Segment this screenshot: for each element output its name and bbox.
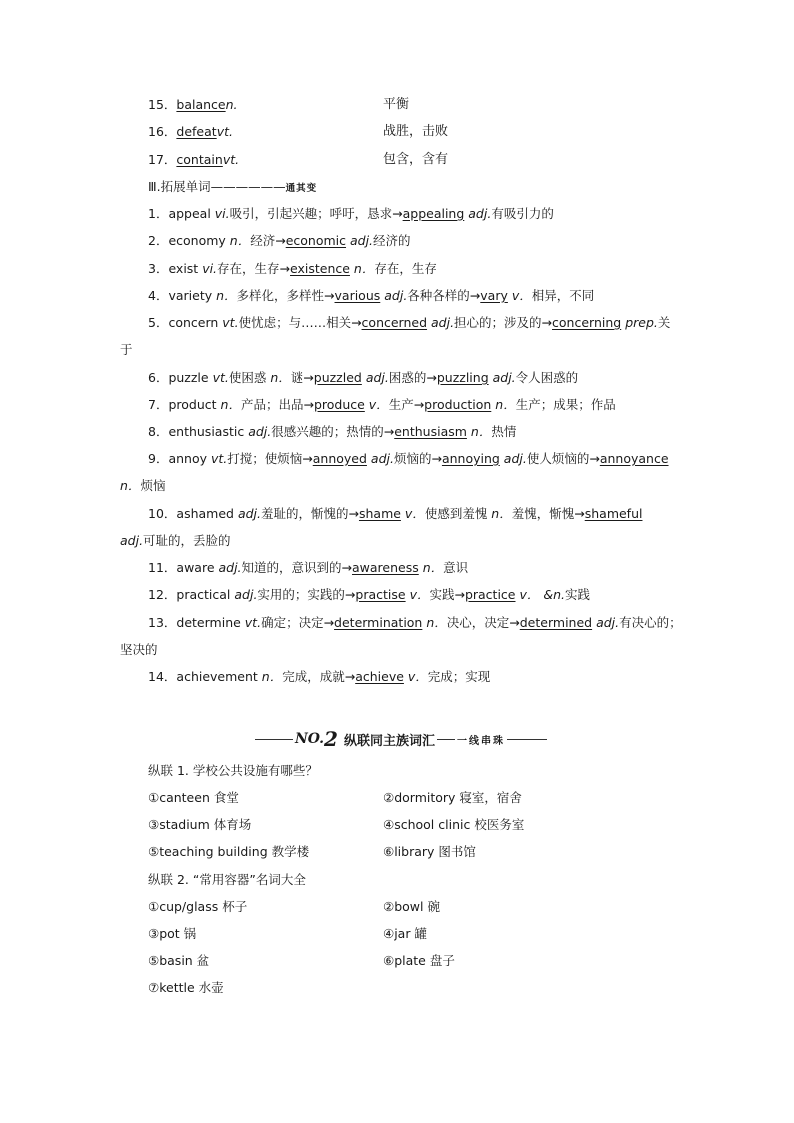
ext-entry-11	[148, 560, 468, 576]
entry-text-segment: prep.	[621, 315, 658, 330]
entry-text-segment: adj.	[488, 370, 516, 385]
ext-entry-8	[148, 424, 516, 440]
entry-text-segment: 经济的	[373, 233, 411, 248]
entry-text-segment: 有吸引力的	[491, 206, 554, 221]
entry-text-segment: n．	[418, 560, 444, 575]
entry-text-segment: shame	[358, 506, 401, 521]
entry-text-segment: 实用的；实践的→	[257, 587, 356, 602]
entry-number: 17．	[148, 152, 177, 167]
entry-text-segment: 使困惑	[228, 370, 271, 385]
entry-text-segment: 1．appeal	[148, 206, 215, 221]
entry-text-segment: existence	[290, 261, 350, 276]
group1-item: ①canteen 食堂	[148, 790, 239, 805]
entry-text-segment: practise	[355, 587, 406, 602]
entry-text-segment: v．	[403, 669, 428, 684]
entry-text-segment: 使忧虑；与……相关→	[238, 315, 362, 330]
entry-text-segment: v．	[364, 397, 389, 412]
entry-text-segment: 吸引，引起兴趣；呼吁，恳求→	[229, 206, 403, 221]
entry-word: contain	[176, 152, 223, 167]
ext-entry-7	[148, 397, 616, 413]
entry-text-segment: 经济→	[250, 233, 286, 248]
section-banner	[255, 728, 575, 750]
entry-text-segment: 有决心的；	[619, 615, 682, 630]
entry-text-segment: n．	[466, 424, 492, 439]
entry-text-segment: puzzling	[436, 370, 489, 385]
entry-text-segment: n．	[491, 506, 512, 521]
entry-text-segment: puzzled	[313, 370, 362, 385]
section-heading-dash: ——————	[210, 179, 286, 194]
section-heading-tag: 通其变	[285, 183, 318, 194]
ext-entry-14	[148, 669, 490, 685]
entry-text-segment: vt.	[210, 451, 228, 466]
entry-text-segment: awareness	[352, 560, 419, 575]
entry-text-segment: concerning	[552, 315, 622, 330]
entry-text-segment: 烦恼	[140, 478, 166, 493]
group1-item: ④school clinic 校医务室	[383, 817, 525, 832]
entry-text-segment: adj.	[234, 587, 258, 602]
entry-text-segment: v．	[515, 587, 540, 602]
entry-pos: vt.	[222, 152, 240, 167]
entry-text-segment: 使人烦恼的→	[526, 451, 600, 466]
banner-no: NO.	[295, 731, 325, 747]
entry-text-segment: adj.	[237, 506, 261, 521]
entry-text-segment: determination	[334, 615, 423, 630]
entry-text-segment: n．	[270, 370, 291, 385]
entry-text-segment: 5．concern	[148, 315, 223, 330]
entry-text-segment: 担心的；涉及的→	[454, 315, 553, 330]
entry-text-segment: achieve	[355, 669, 404, 684]
banner-rule-right	[507, 739, 547, 740]
entry-text-segment: n．	[261, 669, 283, 684]
entry-text-segment: 羞耻的，惭愧的→	[260, 506, 359, 521]
banner-tag: 一线串珠	[456, 735, 505, 747]
banner-rule-left	[255, 739, 293, 740]
entry-text-segment: annoyed	[312, 451, 367, 466]
ext-entry-1	[148, 206, 554, 222]
group1-item: ②dormitory 寝室，宿舍	[383, 790, 522, 805]
entry-text-segment: 烦恼的→	[393, 451, 442, 466]
group2-item: ①cup/glass 杯子	[148, 899, 248, 914]
entry-text-segment: v．	[507, 288, 532, 303]
entry-text-segment: 使感到羞愧	[424, 506, 492, 521]
entry-text-segment: &n.	[539, 587, 565, 602]
entry-text-segment: 7．product	[148, 397, 221, 412]
entry-text-segment: 存在，生存→	[217, 261, 291, 276]
entry-text-segment: adj.	[120, 533, 144, 548]
entry-text-segment: 热情	[491, 424, 517, 439]
section-heading-text: Ⅲ.拓展单词	[148, 179, 211, 194]
entry-text-segment: 羞愧，惭愧→	[511, 506, 585, 521]
word-entry-15	[148, 97, 238, 113]
group2-item: ⑦kettle 水壶	[148, 980, 224, 995]
entry-text-segment: adj.	[464, 206, 492, 221]
ext-entry-5-cont: 于	[120, 342, 133, 357]
entry-text-segment: 决心，决定→	[446, 615, 520, 630]
word-entry-16	[148, 124, 233, 140]
entry-text-segment: adj.	[592, 615, 620, 630]
entry-text-segment: 多样化，多样性→	[236, 288, 335, 303]
entry-text-segment: 14．achievement	[148, 669, 262, 684]
entry-text-segment: adj.	[499, 451, 527, 466]
group1-item: ⑤teaching building 教学楼	[148, 844, 310, 859]
entry-pos: n.	[225, 97, 238, 112]
group2-title: 纵联 2. “常用容器”名词大全	[148, 872, 306, 887]
group2-item: ⑥plate 盘子	[383, 953, 455, 968]
ext-entry-9	[148, 451, 669, 467]
entry-text-segment: n．	[422, 615, 447, 630]
entry-text-segment: 令人困惑的	[515, 370, 579, 385]
entry-text-segment: 关	[657, 315, 671, 330]
group1-title: 纵联 1. 学校公共设施有哪些？	[148, 763, 318, 778]
entry-text-segment: 产品；出品→	[240, 397, 314, 412]
section-heading	[148, 179, 317, 197]
entry-text-segment: vt.	[212, 370, 229, 385]
entry-text-segment: various	[334, 288, 381, 303]
ext-entry-6	[148, 370, 578, 386]
group2-item: ⑤basin 盆	[148, 953, 210, 968]
entry-text-segment: 9．annoy	[148, 451, 211, 466]
ext-entry-9-cont	[120, 478, 165, 494]
entry-text-segment: n．	[220, 397, 241, 412]
entry-text-segment: annoying	[441, 451, 500, 466]
entry-text-segment: appealing	[402, 206, 465, 221]
entry-text-segment: adj.	[346, 233, 374, 248]
word-entry-17	[148, 152, 239, 168]
group2-item: ②bowl 碗	[383, 899, 440, 914]
entry-text-segment: 存在，生存	[374, 261, 437, 276]
entry-text-segment: 谜→	[290, 370, 314, 385]
entry-text-segment: vi.	[202, 261, 218, 276]
entry-text-segment: shameful	[584, 506, 643, 521]
entry-text-segment: 生产→	[388, 397, 425, 412]
entry-text-segment: 2．economy	[148, 233, 230, 248]
entry-text-segment: 完成；实现	[427, 669, 491, 684]
entry-text-segment: 很感兴趣的；热情的→	[271, 424, 395, 439]
entry-text-segment: enthusiasm	[394, 424, 467, 439]
entry-text-segment: vi.	[214, 206, 230, 221]
entry-text-segment: adj.	[380, 288, 408, 303]
entry-text-segment: adj.	[366, 451, 394, 466]
ext-entry-13	[148, 615, 682, 631]
group2-item: ③pot 锅	[148, 926, 197, 941]
ext-entry-2	[148, 233, 411, 249]
entry-number: 15．	[148, 97, 177, 112]
entry-text-segment: adj.	[248, 424, 272, 439]
banner-rule-mid	[437, 739, 455, 740]
entry-text-segment: 意识	[443, 560, 469, 575]
entry-text-segment: 实践	[565, 587, 591, 602]
ext-entry-12	[148, 587, 590, 603]
entry-text-segment: n．	[120, 478, 141, 493]
group1-item: ⑥library 图书馆	[383, 844, 476, 859]
ext-entry-13-cont: 坚决的	[120, 642, 158, 657]
entry-text-segment: production	[424, 397, 492, 412]
entry-meaning-17: 包含，含有	[383, 152, 449, 167]
entry-text-segment: annoyance	[599, 451, 669, 466]
entry-meaning-16: 战胜，击败	[383, 124, 449, 139]
entry-meaning-15: 平衡	[383, 97, 410, 112]
entry-text-segment: n．	[491, 397, 516, 412]
entry-text-segment: 生产；成果；作品	[515, 397, 616, 412]
entry-text-segment: n．	[229, 233, 251, 248]
ext-entry-4	[148, 288, 594, 304]
entry-text-segment: adj.	[218, 560, 242, 575]
entry-text-segment: 各种各样的→	[407, 288, 481, 303]
entry-text-segment: 相异，不同	[531, 288, 595, 303]
entry-text-segment: 确定；决定→	[261, 615, 335, 630]
ext-entry-5	[148, 315, 670, 331]
entry-text-segment: practice	[464, 587, 516, 602]
entry-text-segment: 3．exist	[148, 261, 203, 276]
entry-text-segment: 4．variety	[148, 288, 217, 303]
entry-pos: vt.	[216, 124, 233, 139]
entry-text-segment: 11．aware	[148, 560, 219, 575]
entry-text-segment: determined	[519, 615, 593, 630]
entry-text-segment: produce	[313, 397, 365, 412]
entry-text-segment: n．	[216, 288, 237, 303]
entry-text-segment: 10．ashamed	[148, 506, 238, 521]
entry-text-segment: 困惑的→	[388, 370, 437, 385]
entry-text-segment: vt.	[244, 615, 262, 630]
entry-text-segment: 12．practical	[148, 587, 235, 602]
entry-text-segment: concerned	[361, 315, 428, 330]
entry-text-segment: v．	[400, 506, 425, 521]
entry-text-segment: economic	[285, 233, 347, 248]
entry-number: 16．	[148, 124, 177, 139]
entry-word: defeat	[176, 124, 217, 139]
group1-item: ③stadium 体育场	[148, 817, 252, 832]
ext-entry-10-cont	[120, 533, 231, 549]
entry-text-segment: 知道的，意识到的→	[241, 560, 353, 575]
ext-entry-3	[148, 261, 437, 277]
entry-text-segment: v．	[405, 587, 430, 602]
entry-text-segment: vt.	[222, 315, 239, 330]
entry-text-segment: 完成，成就→	[282, 669, 356, 684]
entry-text-segment: 可耻的，丢脸的	[143, 533, 231, 548]
entry-text-segment: 实践→	[429, 587, 465, 602]
ext-entry-10	[148, 506, 642, 522]
banner-number: 2	[324, 727, 338, 751]
entry-text-segment: 13．determine	[148, 615, 245, 630]
group2-item: ④jar 罐	[383, 926, 427, 941]
entry-text-segment: adj.	[427, 315, 455, 330]
entry-text-segment: n．	[349, 261, 375, 276]
entry-text-segment: 8．enthusiastic	[148, 424, 249, 439]
entry-text-segment: 6．puzzle	[148, 370, 213, 385]
entry-text-segment: adj.	[361, 370, 389, 385]
banner-title: 纵联同主族词汇	[343, 733, 435, 749]
entry-word: balance	[176, 97, 226, 112]
entry-text-segment: vary	[480, 288, 508, 303]
entry-text-segment: 打搅；使烦恼→	[227, 451, 313, 466]
